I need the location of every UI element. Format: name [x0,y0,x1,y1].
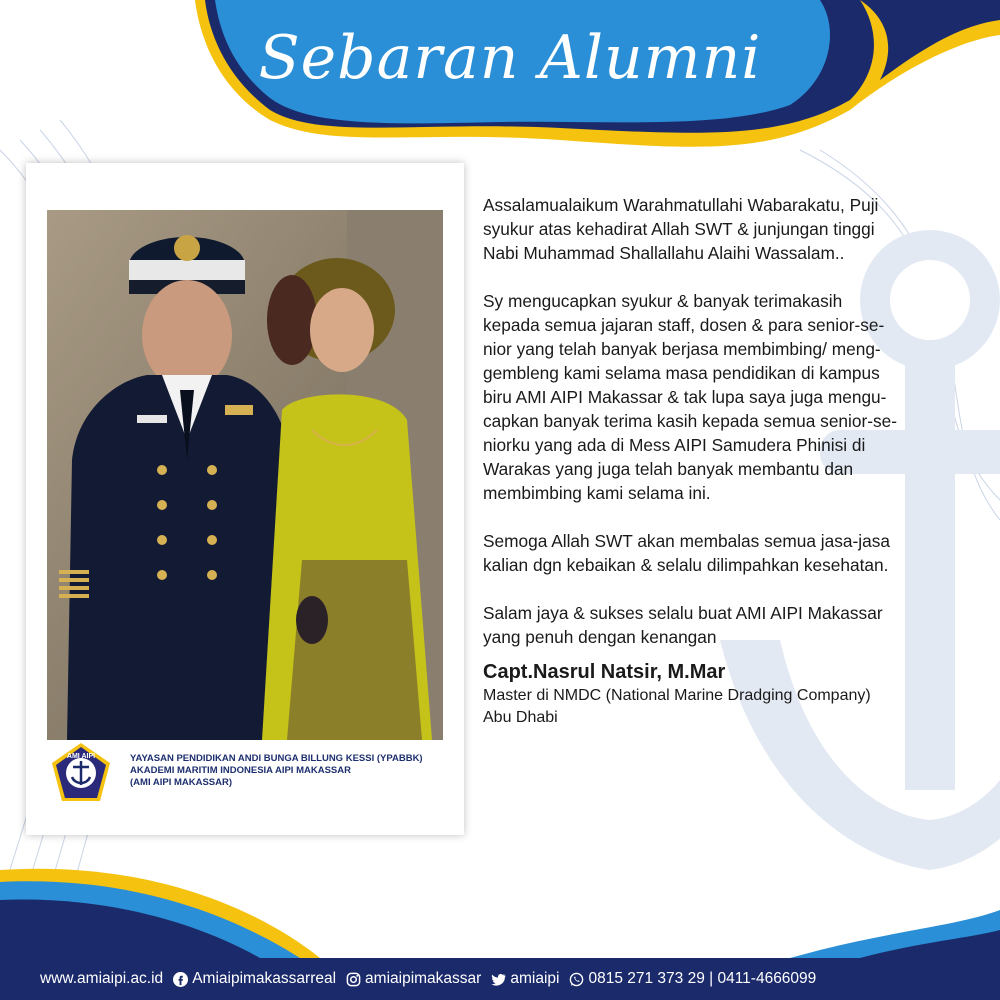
website-text: www.amiaipi.ac.id [40,970,164,987]
whatsapp-icon [569,972,584,987]
logo-text: AMI AIPI [66,753,96,760]
whatsapp-link[interactable] [569,970,816,988]
institution-name [130,753,460,789]
facebook-icon [173,972,188,987]
testimonial-paragraph-2: Sy mengucapkan syukur & banyak terimakasih kepada semua jajaran staff, dosen & para senior-se- nior yang telah banyak berjasa membimbing/ meng- gembleng kami selama masa pendidikan di kampus biru AMI AIPI Makassar & tak lupa saya juga mengu- capkan banyak terima kasih kepada semua senior-se- niorku yang ada di Mess AIPI Samudera Phinisi di Warakas yang juga telah banyak membantu dan membimbing kami selama ini. [483,291,898,503]
instagram-icon [346,972,361,987]
twitter-text: amiaipi [510,970,560,987]
website-link[interactable] [40,970,163,988]
photo-card [26,163,464,835]
institution-line-2: AKADEMI MARITIM INDONESIA AIPI MAKASSAR [130,765,351,776]
twitter-link[interactable] [491,970,559,988]
testimonial-paragraph-3: Semoga Allah SWT akan membalas semua jasa-jasa kalian dgn kebaikan & selalu dilimpahkan kesehatan. [483,531,890,575]
alumni-name: Capt.Nasrul Natsir, M.Mar [483,661,726,683]
page-title: Sebaran Alumni [258,23,762,93]
institution-line-1: YAYASAN PENDIDIKAN ANDI BUNGA BILLUNG KESSI (YPABBK) [130,753,423,764]
footer-bar [0,958,1000,1000]
ami-aipi-logo [48,741,114,807]
instagram-link[interactable] [346,970,481,988]
alumni-role: Master di NMDC (National Marine Dradging Company) Abu Dhabi [483,687,871,726]
testimonial-paragraph-4: Salam jaya & sukses selalu buat AMI AIPI Makassar yang penuh dengan kenangan [483,603,883,647]
alumni-photo [47,210,443,740]
institution-line-3: (AMI AIPI MAKASSAR) [130,777,233,788]
whatsapp-text: 0815 271 373 29 | 0411-4666099 [588,970,817,987]
testimonial [483,193,983,729]
facebook-link[interactable] [173,970,336,988]
testimonial-paragraph-1: Assalamualaikum Warahmatullahi Wabarakatu, Puji syukur atas kehadirat Allah SWT & junjungan tinggi Nabi Muhammad Shallallahu Alaihi Wassalam.. [483,195,879,263]
twitter-icon [491,972,506,987]
instagram-text: amiaipimakassar [365,970,482,987]
facebook-text: Amiaipimakassarreal [192,970,337,987]
